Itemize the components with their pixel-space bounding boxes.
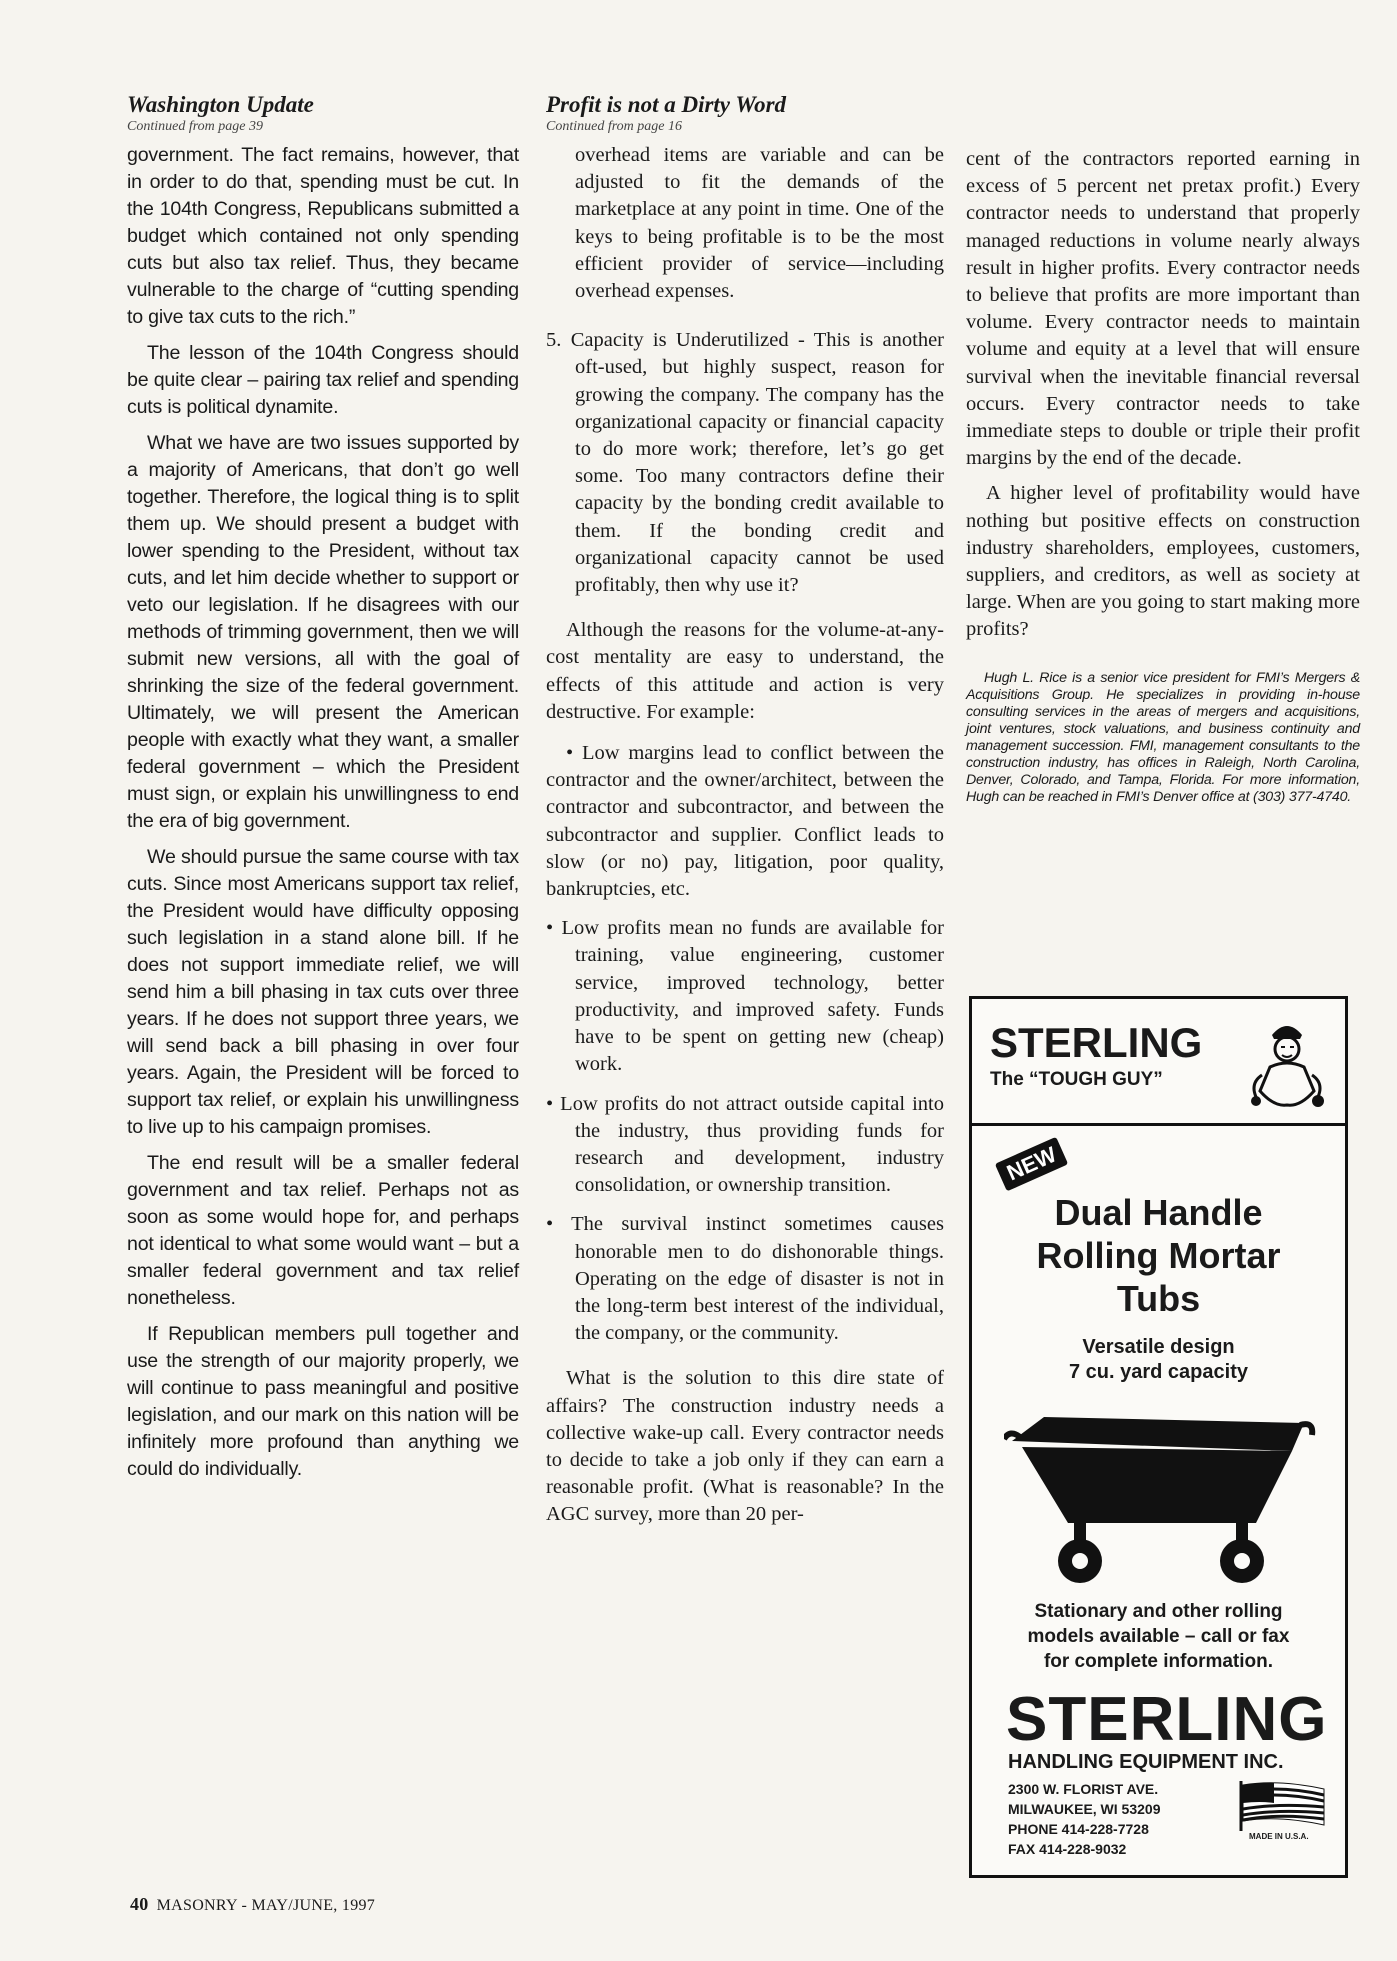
continued-note: Continued from page 16: [546, 119, 682, 134]
paragraph: What is the solution to this dire state of affairs? The construction industry needs a collective wake-up call. Every contractor needs to decide to take a job only if they can earn a reasonable profit. (What is reasonable? In the AGC survey, more than 20 per-: [546, 1367, 944, 1526]
paragraph: We should pursue the same course with tax cuts. Since most Americans support tax relief, the President would have difficulty opposing such legislation in a stand alone bill. If he does not support immediate relief, we will send him a bill phasing in tax cuts over three years. If he does not support three years, we will send back a bill phasing in over four years. Again, the President will be forced to support tax relief, or explain his unwillingness to live up to his campaign promises.: [127, 846, 519, 1138]
page-footer: [130, 1894, 375, 1915]
availability-line: Stationary and other rolling: [1034, 1601, 1283, 1622]
us-flag-icon: [1238, 1781, 1328, 1831]
availability-line: models available – call or fax: [1027, 1626, 1290, 1647]
headline-line: Dual Handle: [1054, 1192, 1263, 1233]
made-in-usa: MADE IN U.S.A.: [1249, 1832, 1309, 1841]
ad-brand-large: STERLING: [1006, 1685, 1328, 1754]
feature-line: 7 cu. yard capacity: [1069, 1361, 1248, 1383]
ad-headline: [972, 1191, 1345, 1320]
city-line: MILWAUKEE, WI 53209: [1008, 1801, 1161, 1817]
washington-update-article: [127, 92, 519, 1492]
new-badge: NEW: [995, 1137, 1069, 1192]
publication-info: MASONRY - MAY/JUNE, 1997: [156, 1897, 376, 1914]
paragraph: If Republican members pull together and use the strength of our majority properly, we will continue to pass meaningful and positive legislation, and our mark on this nation will be infinitely more profound than anything we could do individually.: [127, 1323, 519, 1480]
ad-features: [972, 1335, 1345, 1385]
article-title: Washington Update: [127, 92, 314, 117]
bullet-item: • Low profits do not attract outside capital into the industry, thus providing funds for research and development, industry consolidation, or ownership transition.: [546, 1092, 944, 1197]
paragraph: The end result will be a smaller federal government and tax relief. Perhaps not as soon as some would hope for, and perhaps not identical to what some would want – but a smaller federal government and tax relief nonetheless.: [127, 1152, 519, 1309]
paragraph: The lesson of the 104th Congress should be quite clear – pairing tax relief and spending cuts is political dynamite.: [127, 342, 519, 418]
headline-line: Rolling Mortar: [1036, 1235, 1281, 1276]
profit-article-continued: [966, 146, 1360, 820]
ad-tagline: The “TOUGH GUY”: [990, 1069, 1163, 1090]
numbered-item: 5. Capacity is Underutilized - This is another oft-used, but highly suspect, reason for growing the company. The company has the organizational capacity or financial capacity to do more work; therefore, let’s go get some. Too many contractors define their capacity by the bonding credit available to them. If the bonding credit and organizational capacity cannot be used profitably, then why use it?: [546, 329, 944, 597]
phone-line: PHONE 414-228-7728: [1008, 1821, 1149, 1837]
author-bio: Hugh L. Rice is a senior vice president for FMI’s Mergers & Acquisitions Group. He specializes in providing in-house consulting services in the areas of mergers and acquisitions, joint ventures, stock valuations, and business continuity and management succession. FMI, management consultants to the construction industry, has offices in Raleigh, North Carolina, Denver, Colorado, and Tampa, Florida. For more information, Hugh can be reached in FMI’s Denver office at (303) 377-4740.: [966, 669, 1360, 805]
sterling-advertisement: [969, 996, 1348, 1878]
bullet-item: • The survival instinct sometimes causes honorable men to do dishonorable things. Operating on the edge of disaster is not in the long-term best interest of the individual, the company, or the community.: [546, 1213, 944, 1345]
ad-brand: STERLING: [990, 1019, 1203, 1066]
paragraph: Although the reasons for the volume-at-any-cost mentality are easy to understand, the effects of this attitude and action is very destructive. For example:: [546, 619, 944, 723]
ad-header: [972, 999, 1345, 1126]
ad-company-name: HANDLING EQUIPMENT INC.: [1008, 1751, 1284, 1773]
paragraph: What we have are two issues supported by a majority of Americans, that don’t go well together. Therefore, the logical thing is to split them up. We should present a budget with lower spending to the President, without tax cuts, and let him decide whether to support or veto our legislation. If he disagrees with our methods of trimming government, then we will submit new versions, all with the goal of shrinking the size of the federal government. Ultimately, we will present the American people with exactly what they want, a smaller federal government – which the President must sign, or explain his unwillingness to end the era of big government.: [127, 432, 519, 832]
paragraph: government. The fact remains, however, that in order to do that, spending must be cut. In the 104th Congress, Republicans submitted a budget which contained not only spending cuts but also tax relief. Thus, they became vulnerable to the charge of “cutting spending to give tax cuts to the rich.”: [127, 144, 519, 328]
continued-note: Continued from page 39: [127, 119, 263, 134]
tough-guy-mascot-icon: [1248, 1013, 1326, 1113]
ad-availability: [972, 1599, 1345, 1674]
availability-line: for complete information.: [1043, 1651, 1274, 1672]
feature-line: Versatile design: [1082, 1336, 1235, 1358]
headline-line: Tubs: [1116, 1278, 1201, 1319]
paragraph: A higher level of profitability would have nothing but positive effects on construction industry shareholders, employees, customers, suppliers, and creditors, as well as society at large. When are you going to start making more profits?: [966, 482, 1360, 641]
page-number: 40: [130, 1894, 149, 1914]
ad-contact-info: [1008, 1779, 1160, 1859]
bullet-item: • Low margins lead to conflict between the contractor and the owner/architect, between the contractor and subcontractor, and between the subcontractor and supplier. Conflict leads to slow (or no) pay, litigation, poor quality, bankruptcies, etc.: [546, 742, 944, 901]
paragraph: overhead items are variable and can be adjusted to fit the demands of the marketplace at any point in time. One of the keys to being profitable is to be the most efficient provider of service—including overhead expenses.: [575, 144, 944, 303]
bullet-item: • Low profits mean no funds are available for training, value engineering, customer service, improved technology, better productivity, and improved safety. Funds have to be spent on getting new (cheap) work.: [546, 917, 944, 1076]
address-line: 2300 W. FLORIST AVE.: [1008, 1781, 1159, 1797]
fax-line: FAX 414-228-9032: [1008, 1841, 1127, 1857]
article-title: Profit is not a Dirty Word: [546, 92, 787, 117]
paragraph: cent of the contractors reported earning in excess of 5 percent net pretax profit.) Every contractor needs to understand that properly managed reductions in volume nearly always result in higher profits. Every contractor needs to believe that profits are more important than volume. Every contractor needs to maintain volume and equity at a level that will ensure survival when the inevitable financial reversal occurs. Every contractor needs to take immediate steps to double or triple their profit margins by the end of the decade.: [966, 148, 1360, 470]
mortar-tub-icon: [1004, 1411, 1316, 1589]
profit-article: [546, 92, 944, 1529]
